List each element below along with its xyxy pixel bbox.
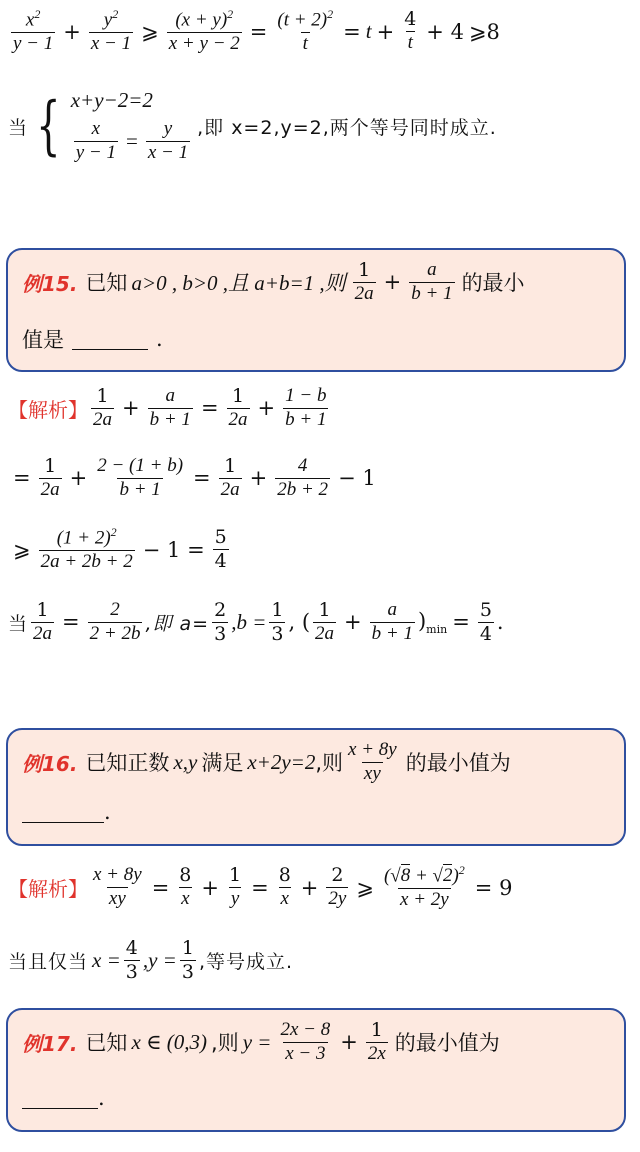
top-inequality: $\frac{x^2}{y - 1}$ + $\frac{y^2}{x - 1}$ ⩾ $\frac{(x + y)^2}{x + y - 2}$ = $\frac{(t + 2)^2}{t}$ = t + $\frac{4}{t}$ + 4 ⩾8	[13, 7, 500, 55]
top-conclusion: ,即 x=2,y=2,两个等号同时成立.	[197, 116, 497, 139]
example-17-tag: 例17.	[22, 1031, 78, 1056]
example-16-tag: 例16.	[22, 751, 78, 776]
analysis-label: 【解析】	[8, 397, 88, 422]
ex15-analysis-line3: ⩾ $\frac{(1 + 2)^2}{2a + 2b + 2}$ − 1 = $\frac{5}{4}$	[13, 525, 227, 573]
cond-eq: x+y−2=2	[70, 88, 153, 112]
ex16-result: 当且仅当 x = $\frac{4}{3}$ ,y = $\frac{1}{3}$ ,等号成立.	[8, 937, 294, 983]
ex15-result: 当 $\frac{1}{2a}$ = $\frac{2}{2 + 2b}$ ,即 a= $\frac{2}{3}$ ,b = $\frac{1}{3}$ , ( $\frac{1}{2a}$ + $\frac{a}{b + 1}$ )$_{min}$ = $\frac{5}{4}$ .	[8, 599, 504, 645]
brace-icon: {	[36, 89, 61, 163]
ineq-tail: ⩾8	[468, 19, 500, 44]
ex15-analysis-line2: = $\frac{1}{2a}$ + $\frac{2 - (1 + b)}{b + 1}$ = $\frac{1}{2a}$ + $\frac{4}{2b + 2}$ − 1	[13, 455, 376, 500]
example-15-condition: a>0 , b>0 ,且 a+b=1 ,则	[131, 271, 346, 296]
when-label: 当	[8, 116, 29, 139]
answer-blank	[72, 329, 148, 350]
example-17-box: 例17. 已知 x ∈ (0,3) ,则 y = $\frac{2x - 8}{x - 3}$ + $\frac{1}{2x}$ 的最小值为 .	[6, 1008, 626, 1132]
ex15-analysis-line1: 【解析】 $\frac{1}{2a}$ + $\frac{a}{b + 1}$ = $\frac{1}{2a}$ + $\frac{1 - b}{b + 1}$	[8, 385, 327, 430]
answer-blank	[22, 802, 104, 823]
answer-blank	[22, 1088, 98, 1109]
example-15-box: 例15. 已知 a>0 , b>0 ,且 a+b=1 ,则 $\frac{1}{2a}$ + $\frac{a}{b + 1}$ 的最小 值是 .	[6, 248, 626, 372]
ex16-analysis: 【解析】 $\frac{x + 8y}{xy}$ = $\frac{8}{x}$ + $\frac{1}{y}$ = $\frac{8}{x}$ + $\frac{2}{2y}$ ⩾ $\frac{(√8 + √2)^2}{x + 2y}$ = 9	[8, 863, 513, 911]
top-equality-condition: 当 { x+y−2=2 $\frac{x}{y - 1}$ = $\frac{y}{x - 1}$ ,即 x=2,y=2,两个等号同时成立.	[8, 88, 497, 164]
example-15-tag: 例15.	[22, 271, 78, 296]
example-16-box: 例16. 已知正数 x,y 满足 x+2y=2 ,则 $\frac{x + 8y}{xy}$ 的最小值为 .	[6, 728, 626, 846]
